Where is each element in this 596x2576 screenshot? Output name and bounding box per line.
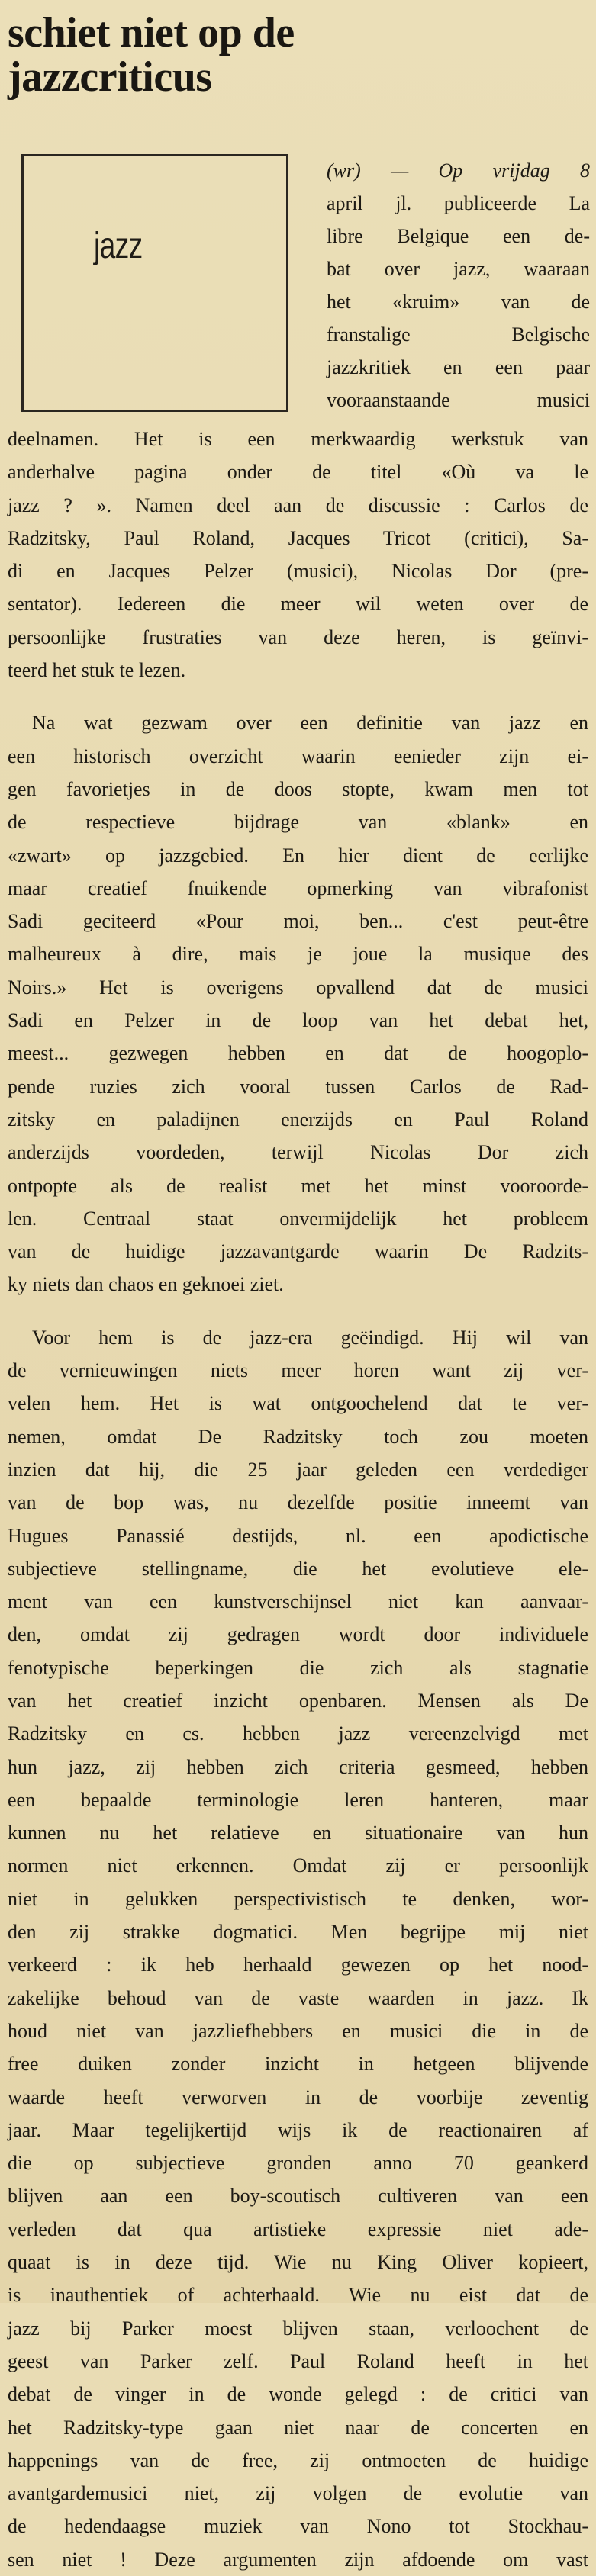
body-line: niet in gelukken perspectivistisch te denken, wor- (8, 1887, 588, 1910)
article-body (8, 423, 588, 2576)
body-line: subjectieve stellingname, die het evolutieve ele- (8, 1557, 588, 1580)
headline (8, 0, 404, 99)
body-line: Noirs.» Het is overigens opvallend dat de musici (8, 976, 588, 999)
body-line: van de bop was, nu dezelfde positie inneemt van (8, 1491, 588, 1514)
body-line: sentator). Iedereen die meer wil weten over de (8, 593, 588, 616)
body-line: een historisch overzicht waarin eenieder zijn ei- (8, 744, 588, 767)
body-line: deelnamen. Het is een merkwaardig werkstuk van (8, 428, 588, 450)
intro-line: jazzkritiek en een paar (327, 356, 590, 378)
body-line: die op subjectieve gronden anno 70 geankerd (8, 2152, 588, 2175)
body-line: van het creatief inzicht openbaren. Mensen als De (8, 1689, 588, 1712)
body-line: avantgardemusici niet, zij volgen de evolutie van (8, 2482, 588, 2505)
body-line: malheureux à dire, mais je joue la musique des (8, 943, 588, 966)
paragraph-2 (8, 706, 588, 1301)
intro-line: libre Belgique een de- (327, 225, 590, 247)
body-line: teerd het stuk te lezen. (8, 659, 186, 682)
article-top-block (8, 154, 588, 423)
body-line: geest van Parker zelf. Paul Roland heeft in het (8, 2349, 588, 2372)
body-line: Voor hem is de jazz-era geëindigd. Hij wil van (32, 1326, 588, 1349)
body-line: nemen, omdat De Radzitsky toch zou moeten (8, 1425, 588, 1448)
intro-line: april jl. publiceerde La (327, 192, 590, 214)
body-line: de respectieve bijdrage van «blank» en (8, 811, 588, 834)
intro-line: vooraanstaande musici (327, 389, 590, 411)
body-line: meest... gezwegen hebben en dat de hoogoplo- (8, 1042, 588, 1065)
body-line: een bepaalde terminologie leren hanteren, maar (8, 1788, 588, 1811)
body-line: ment van een kunstverschijnsel niet kan aanvaar- (8, 1590, 588, 1613)
body-line: maar creatief fnuikende opmerking van vibrafonist (8, 876, 588, 899)
headline-line-1: schiet niet op de (8, 9, 295, 56)
section-label-box (21, 154, 288, 412)
body-line: houd niet van jazzliefhebbers en musici die in de (8, 2019, 588, 2042)
paragraph-3 (8, 1321, 588, 2576)
body-line: sen niet ! Deze argumenten zijn afdoende om vast (8, 2548, 588, 2571)
body-line: het Radzitsky-type gaan niet naar de concerten en (8, 2416, 588, 2439)
body-line: free duiken zonder inzicht in hetgeen blijvende (8, 2053, 588, 2076)
body-line: inzien dat hij, die 25 jaar geleden een verdediger (8, 1458, 588, 1481)
body-line: kunnen nu het relatieve en situationaire van hun (8, 1822, 588, 1844)
body-line: ky niets dan chaos en geknoei ziet. (8, 1273, 284, 1296)
body-line: is inauthentiek of achterhaald. Wie nu eist dat de (8, 2284, 588, 2307)
body-line: persoonlijke frustraties van deze heren, is geïnvi- (8, 626, 588, 648)
body-line: hun jazz, zij hebben zich criteria gesmeed, hebben (8, 1755, 588, 1778)
body-line: len. Centraal staat onvermijdelijk het probleem (8, 1207, 588, 1230)
body-line: jazz bij Parker moest blijven staan, verloochent de (8, 2317, 588, 2340)
body-line: waarde heeft verworven in de voorbije zeventig (8, 2086, 588, 2108)
intro-line: franstalige Belgische (327, 323, 590, 346)
body-line: Sadi en Pelzer in de loop van het debat het, (8, 1009, 588, 1032)
section-label: jazz (94, 226, 143, 266)
body-line: pende ruzies zich vooral tussen Carlos de Rad- (8, 1075, 588, 1098)
body-line: jazz ? ». Namen deel aan de discussie : Carlos de (8, 494, 588, 516)
body-line: blijven aan een boy-scoutisch cultiveren van een (8, 2185, 588, 2208)
headline-line-2: jazzcriticus (8, 53, 212, 101)
body-line: anderhalve pagina onder de titel «Où va le (8, 461, 588, 484)
body-line: verleden dat qua artistieke expressie niet ade- (8, 2217, 588, 2240)
body-line: debat de vinger in de wonde gelegd : de critici van (8, 2383, 588, 2406)
paragraph-gap (8, 687, 588, 706)
body-line: normen niet erkennen. Omdat zij er persoonlijk (8, 1854, 588, 1877)
body-line: «zwart» op jazzgebied. En hier dient de eerlijke (8, 844, 588, 867)
body-line: Hugues Panassié destijds, nl. een apodictische (8, 1524, 588, 1547)
body-line: zakelijke behoud van de vaste waarden in jazz. Ik (8, 1986, 588, 2009)
body-line: jaar. Maar tegelijkertijd wijs ik de reactionairen af (8, 2118, 588, 2141)
body-line: di en Jacques Pelzer (musici), Nicolas Dor (pre- (8, 560, 588, 583)
intro-line: (wr) — Op vrijdag 8 (327, 159, 590, 182)
article-intro (327, 154, 590, 416)
intro-line: bat over jazz, waaraan (327, 258, 590, 280)
body-line: zitsky en paladijnen enerzijds en Paul Roland (8, 1108, 588, 1130)
body-line: anderzijds voordeden, terwijl Nicolas Dor zich (8, 1141, 588, 1164)
body-line: Radzitsky, Paul Roland, Jacques Tricot (critici), Sa- (8, 526, 588, 549)
paragraph-1 (8, 423, 588, 687)
body-line: ontpopte als de realist met het minst vooroorde- (8, 1174, 588, 1197)
body-line: den, omdat zij gedragen wordt door individuele (8, 1623, 588, 1646)
body-line: de hedendaagse muziek van Nono tot Stockhau- (8, 2515, 588, 2538)
body-line: happenings van de free, zij ontmoeten de huidige (8, 2449, 588, 2471)
paragraph-gap (8, 1301, 588, 1321)
body-line: verkeerd : ik heb herhaald gewezen op het nood- (8, 1954, 588, 1976)
body-line: fenotypische beperkingen die zich als stagnatie (8, 1656, 588, 1679)
body-line: den zij strakke dogmatici. Men begrijpe mij niet (8, 1921, 588, 1944)
body-line: Sadi geciteerd «Pour moi, ben... c'est peut-être (8, 910, 588, 933)
body-line: Na wat gezwam over een definitie van jazz en (32, 712, 588, 735)
body-line: van de huidige jazzavantgarde waarin De Radzits- (8, 1240, 588, 1263)
body-line: Radzitsky en cs. hebben jazz vereenzelvigd met (8, 1722, 588, 1745)
intro-line: het «kruim» van de (327, 291, 590, 313)
body-line: velen hem. Het is wat ontgoochelend dat te ver- (8, 1392, 588, 1415)
body-line: quaat is in deze tijd. Wie nu King Oliver kopieert, (8, 2251, 588, 2274)
body-line: de vernieuwingen niets meer horen want zij ver- (8, 1359, 588, 1382)
body-line: gen favorietjes in de doos stopte, kwam men tot (8, 777, 588, 800)
